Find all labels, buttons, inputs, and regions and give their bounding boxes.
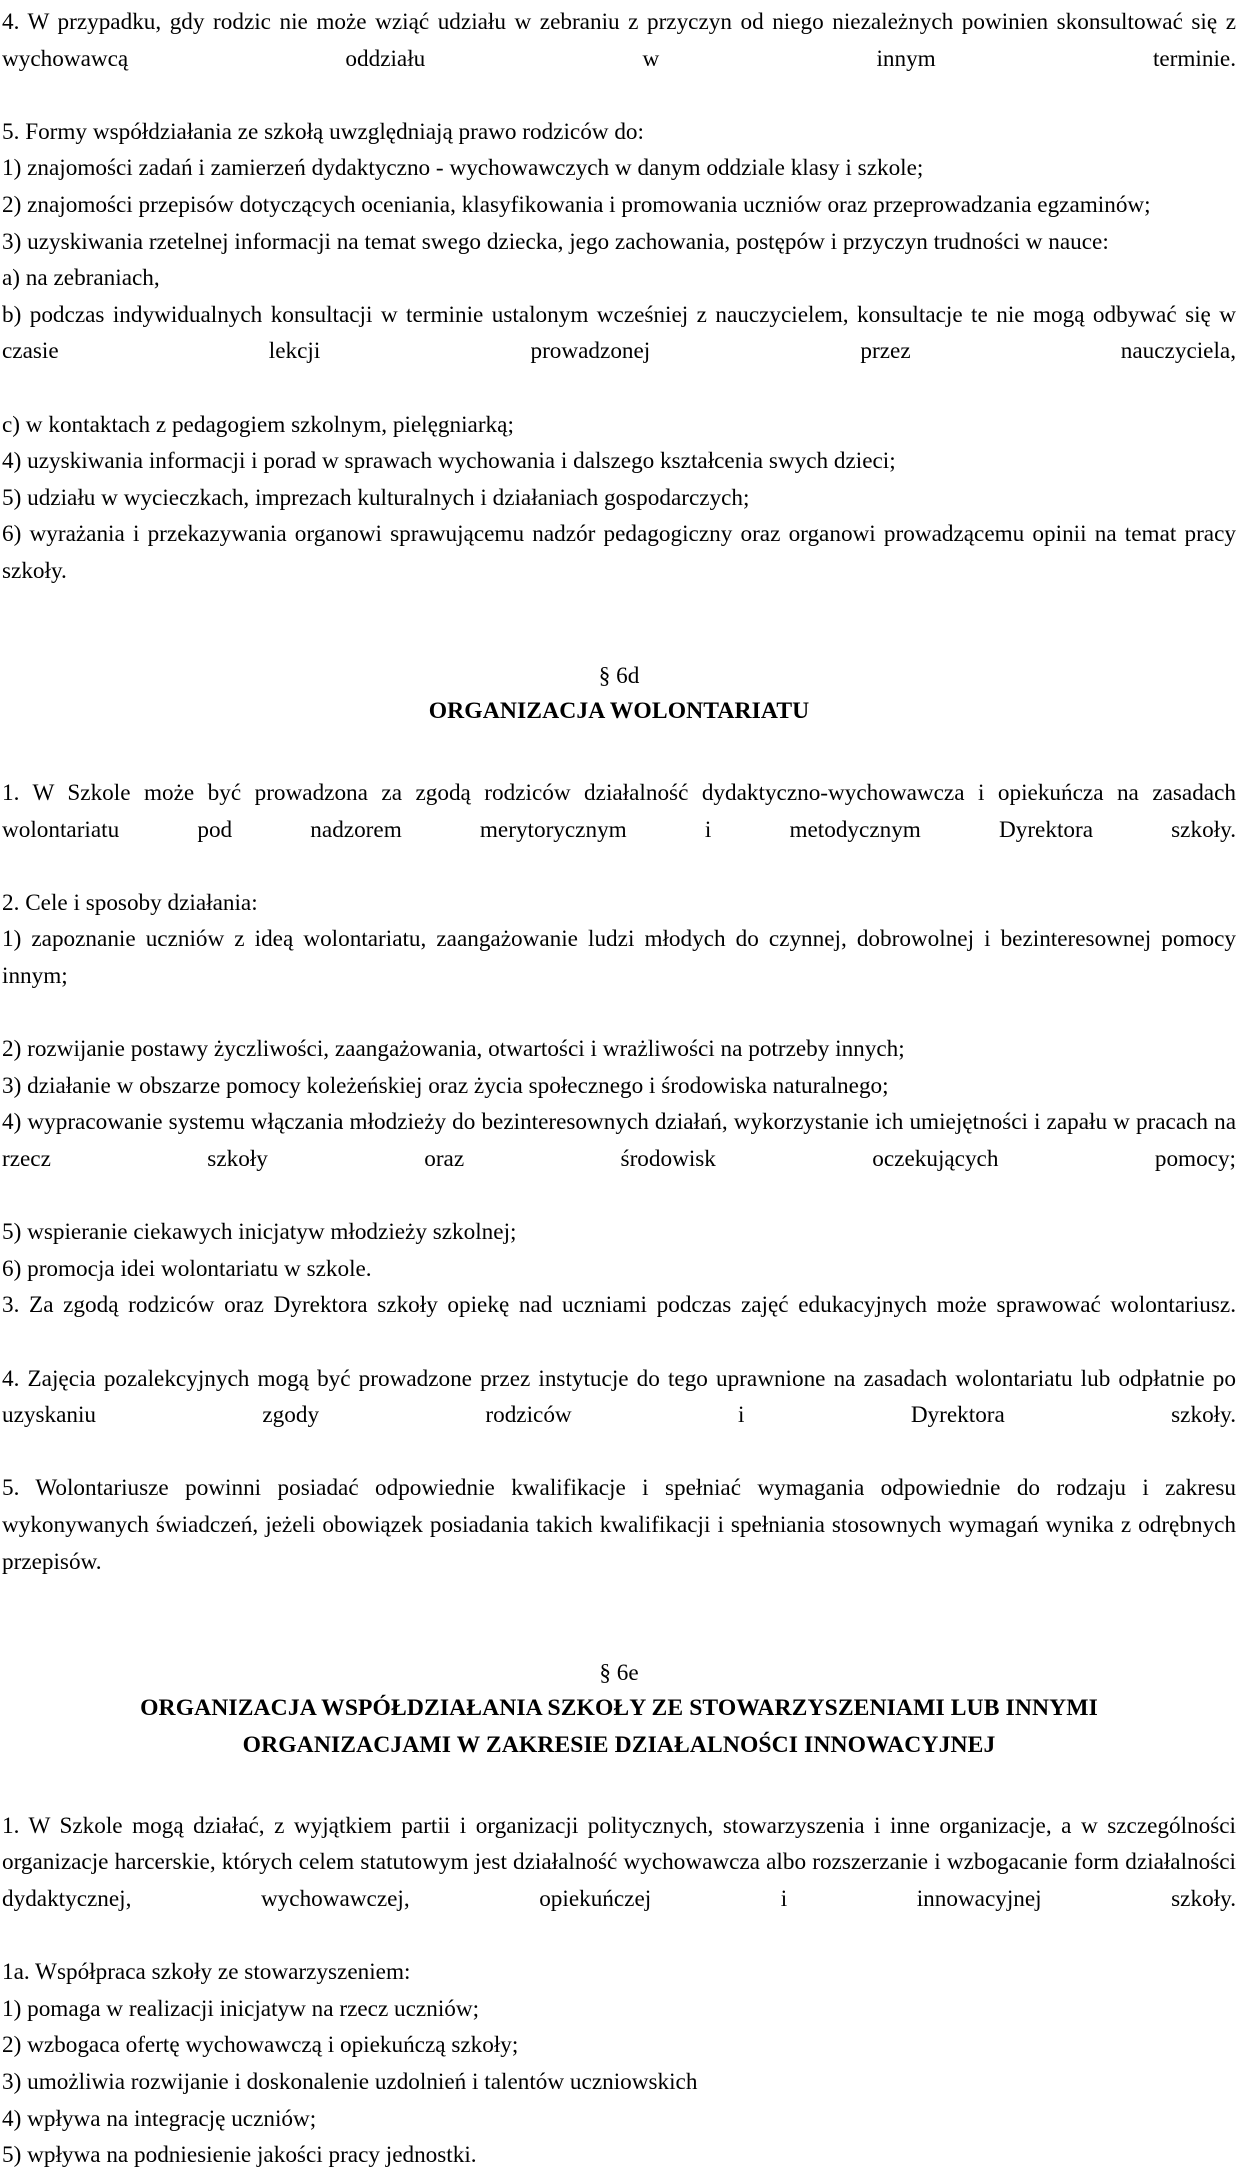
wolontariat-item-5-inicjatywy: 5) wspieranie ciekawych inicjatyw młodzieży szkolnej; <box>2 1219 517 1246</box>
wolontariat-item-1-zapoznanie: 1) zapoznanie uczniów z ideą wolontariatu, zaangażowanie ludzi młodych do czynnej, dobrowolnej i bezinteresownej pomocy innym; <box>2 926 1236 990</box>
list-item-3-rzetelna-informacja: 3) uzyskiwania rzetelnej informacji na temat swego dziecka, jego zachowania, postępów i przyczyn trudności w nauce: <box>2 228 1109 255</box>
document-body <box>2 4 1236 2174</box>
parents-cooperation-section <box>2 4 1236 626</box>
stowarzyszenia-item-5-jakosc: 5) wpływa na podniesienie jakości pracy jednostki. <box>2 2142 477 2169</box>
section-title-wolontariat: ORGANIZACJA WOLONTARIATU <box>428 698 810 725</box>
wolontariat-item-6-promocja: 6) promocja idei wolontariatu w szkole. <box>2 1255 372 1282</box>
list-item-4-informacje-porady: 4) uzyskiwania informacji i porad w sprawach wychowania i dalszego kształcenia swych dzieci; <box>2 448 896 475</box>
section-mark-6d: § 6d <box>598 663 640 690</box>
spacer-before-6e <box>2 1617 1236 1657</box>
section-title-stowarzyszenia-line-2: ORGANIZACJAMI W ZAKRESIE DZIAŁALNOŚCI INNOWACYJNEJ <box>242 1731 996 1758</box>
paragraph-4-consultation: 4. W przypadku, gdy rodzic nie może wziąć udziału w zebraniu z przyczyn od niego niezależnych powinien skonsultować się z wychowawcą oddziału w innym terminie. <box>2 9 1236 72</box>
section-6d-wolontariat <box>2 660 1236 1617</box>
wolontariat-paragraph-4-zajecia: 4. Zajęcia pozalekcyjnych mogą być prowadzone przez instytucje do tego uprawnione na zasadach wolontariatu lub odpłatnie po uzyskaniu zgody rodziców i Dyrektora szkoły. <box>2 1365 1236 1429</box>
spacer-after-6d-heading <box>2 729 1236 775</box>
section-mark-6e: § 6e <box>599 1659 639 1686</box>
stowarzyszenia-item-4-integracja: 4) wpływa na integrację uczniów; <box>2 2105 317 2132</box>
list-item-2-znajomosc-przepisow: 2) znajomości przepisów dotyczących oceniania, klasyfikowania i promowania uczniów oraz przeprowadzania egzaminów; <box>2 191 1151 218</box>
wolontariat-paragraph-2-cele: 2. Cele i sposoby działania: <box>2 889 258 916</box>
list-item-6-opinie-nadzor: 6) wyrażania i przekazywania organowi sprawującemu nadzór pedagogiczny oraz organowi prowadzącemu opinii na temat pracy szkoły. <box>2 521 1236 584</box>
wolontariat-paragraph-5-kwalifikacje: 5. Wolontariusze powinni posiadać odpowiednie kwalifikacje i spełniać wymagania odpowiednie do rodzaju i zakresu wykonywanych świadczeń, jeżeli obowiązek posiadania takich kwalifikacji i spełniania stosownych wymagań wynika z odrębnych przepisów. <box>2 1475 1236 1575</box>
section-6e-stowarzyszenia <box>2 1657 1236 2174</box>
paragraph-5-forms-intro: 5. Formy współdziałania ze szkołą uwzględniają prawo rodziców do: <box>2 118 644 145</box>
stowarzyszenia-paragraph-1: 1. W Szkole mogą działać, z wyjątkiem partii i organizacji politycznych, stowarzyszenia i inne organizacje, a w szczególności organizacje harcerskie, których celem statutowym jest działalność wychowawcza albo rozszerzanie i wzbogacanie form działalności dydaktycznej, wychowawczej, opiekuńczej i innowacyjnej szkoły. <box>2 1812 1236 1912</box>
list-item-5-wycieczki: 5) udziału w wycieczkach, imprezach kulturalnych i działaniach gospodarczych; <box>2 484 750 511</box>
list-item-b-konsultacje: b) podczas indywidualnych konsultacji w terminie ustalonym wcześniej z nauczycielem, konsultacje te nie mogą odbywać się w czasie lekcji prowadzonej przez nauczyciela, <box>2 301 1236 365</box>
spacer-before-6d <box>2 626 1236 660</box>
wolontariat-paragraph-3-opieka: 3. Za zgodą rodziców oraz Dyrektora szkoły opiekę nad uczniami podczas zajęć edukacyjnych może sprawować wolontariusz. <box>2 1292 1236 1319</box>
stowarzyszenia-item-3-uzdolnienia: 3) umożliwia rozwijanie i doskonalenie uzdolnień i talentów uczniowskich <box>2 2068 698 2095</box>
list-item-c-pedagog: c) w kontaktach z pedagogiem szkolnym, pielęgniarką; <box>2 411 514 438</box>
list-item-1-znajomosc-zadan: 1) znajomości zadań i zamierzeń dydaktyczno - wychowawczych w danym oddziale klasy i szkole; <box>2 155 924 182</box>
wolontariat-item-2-postawy: 2) rozwijanie postawy życzliwości, zaangażowania, otwartości i wrażliwości na potrzeby innych; <box>2 1036 905 1063</box>
spacer-after-6e-heading <box>2 1764 1236 1808</box>
list-item-a-zebrania: a) na zebraniach, <box>2 265 160 292</box>
wolontariat-item-3-pomoc-kolezenska: 3) działanie w obszarze pomocy koleżeńskiej oraz życia społecznego i środowiska naturalnego; <box>2 1072 889 1099</box>
wolontariat-paragraph-1: 1. W Szkole może być prowadzona za zgodą rodziców działalność dydaktyczno-wychowawcza i opiekuńcza na zasadach wolontariatu pod nadzorem merytorycznym i metodycznym Dyrektora szkoły. <box>2 780 1236 843</box>
stowarzyszenia-item-1-inicjatywy: 1) pomaga w realizacji inicjatyw na rzecz uczniów; <box>2 1995 480 2022</box>
section-title-stowarzyszenia-line-1: ORGANIZACJA WSPÓŁDZIAŁANIA SZKOŁY ZE STOWARZYSZENIAMI LUB INNYMI <box>140 1694 1098 1721</box>
stowarzyszenia-item-2-oferta: 2) wzbogaca ofertę wychowawczą i opiekuńczą szkoły; <box>2 2032 519 2059</box>
wolontariat-item-4-system-wlaczania: 4) wypracowanie systemu włączania młodzieży do bezinteresownych działań, wykorzystanie ich umiejętności i zapału w pracach na rzecz szkoły oraz środowisk oczekujących pomocy; <box>2 1109 1236 1173</box>
stowarzyszenia-paragraph-1a-wspolpraca: 1a. Współpraca szkoły ze stowarzyszeniem: <box>2 1959 411 1986</box>
